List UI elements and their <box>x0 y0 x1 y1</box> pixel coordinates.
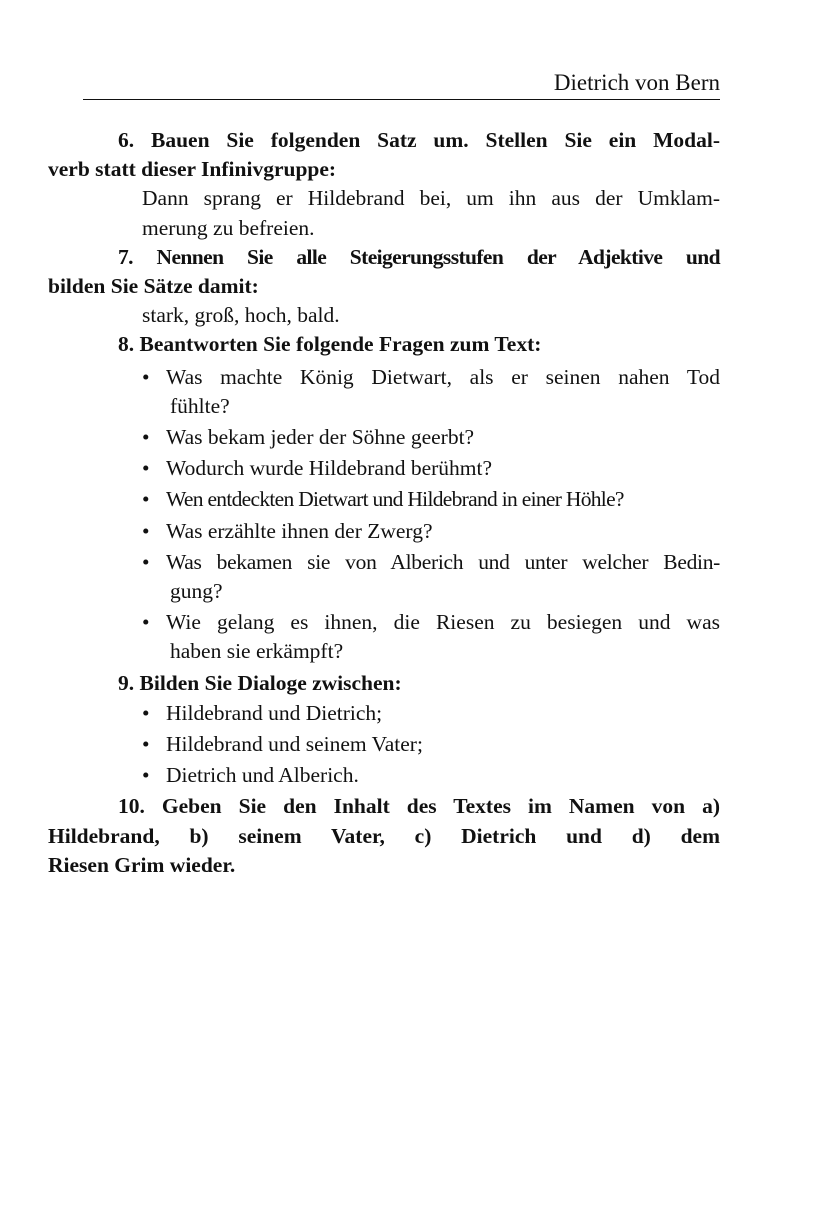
question-line2: fühlte? <box>170 393 230 418</box>
list-item <box>83 485 720 514</box>
question-line1: Was erzählte ihnen der Zwerg? <box>166 518 433 543</box>
list-item <box>83 454 720 483</box>
question-line1: Wie gelang es ihnen, die Riesen zu besiegen und was <box>166 610 720 635</box>
task-8-title <box>83 330 720 359</box>
bullet-icon: • <box>142 549 150 574</box>
bullet-icon: • <box>142 763 150 788</box>
bullet-icon: • <box>142 425 150 450</box>
bullet-icon: • <box>142 456 150 481</box>
running-head <box>83 68 720 100</box>
exercise-content <box>48 126 720 880</box>
task-9-title-text: 9. Bilden Sie Dialoge zwischen: <box>118 670 402 695</box>
list-item <box>83 608 720 666</box>
question-line1: Wen entdeckten Dietwart und Hildebrand in einer Höhle? <box>166 487 624 512</box>
question-line1: Was bekam jeder der Söhne geerbt? <box>166 425 475 450</box>
task-7-adjectives <box>142 301 720 330</box>
task-7-title-line2: bilden Sie Sätze damit: <box>48 274 259 299</box>
question-line1: Was machte König Dietwart, als er seinen nahen Tod <box>166 364 720 389</box>
task-8-question-list <box>83 363 720 667</box>
list-item <box>83 699 720 728</box>
list-item <box>83 548 720 606</box>
list-item <box>83 730 720 759</box>
bullet-icon: • <box>142 518 150 543</box>
bullet-icon: • <box>142 364 150 389</box>
list-item <box>83 761 720 790</box>
list-item <box>83 423 720 452</box>
dialogue-pair: Dietrich und Alberich. <box>166 763 359 788</box>
task-7-title-line1: 7. Nennen Sie alle Steigerungsstufen der Adjektive und <box>118 244 720 269</box>
bullet-icon: • <box>142 487 150 512</box>
task-10-title-line3: Riesen Grim wieder. <box>48 852 236 877</box>
task-10-title-line2: Hildebrand, b) seinem Vater, c) Dietrich und d) dem <box>48 823 720 848</box>
task-6-sentence-line2: merung zu befreien. <box>142 215 315 240</box>
task-6-title <box>48 126 720 184</box>
bullet-icon: • <box>142 732 150 757</box>
list-item <box>83 363 720 421</box>
question-line2: haben sie erkämpft? <box>170 639 344 664</box>
running-head-title: Dietrich von Bern <box>553 70 720 95</box>
task-10-title <box>48 792 720 880</box>
task-6-sentence <box>142 184 720 242</box>
bullet-icon: • <box>142 610 150 635</box>
task-7-adjectives-text: stark, groß, hoch, bald. <box>142 303 340 328</box>
list-item <box>83 517 720 546</box>
dialogue-pair: Hildebrand und Dietrich; <box>166 700 383 725</box>
task-9-title <box>83 669 720 698</box>
task-7-title <box>48 243 720 301</box>
question-line1: Was bekamen sie von Alberich und unter welcher Bedin- <box>166 549 720 574</box>
question-line1: Wodurch wurde Hildebrand berühmt? <box>166 456 493 481</box>
question-line2: gung? <box>170 579 223 604</box>
task-6-title-line2: verb statt dieser Infinivgruppe: <box>48 157 337 182</box>
task-6-title-line1: 6. Bauen Sie folgenden Satz um. Stellen Sie ein Modal- <box>118 128 720 152</box>
task-9-dialogue-list <box>83 699 720 791</box>
task-6-sentence-line1: Dann sprang er Hildebrand bei, um ihn aus der Umklam- <box>142 186 720 211</box>
task-10-title-line1: 10. Geben Sie den Inhalt des Textes im Namen von a) <box>118 794 720 819</box>
task-8-title-text: 8. Beantworten Sie folgende Fragen zum Text: <box>118 332 542 357</box>
dialogue-pair: Hildebrand und seinem Vater; <box>166 732 423 757</box>
bullet-icon: • <box>142 700 150 725</box>
